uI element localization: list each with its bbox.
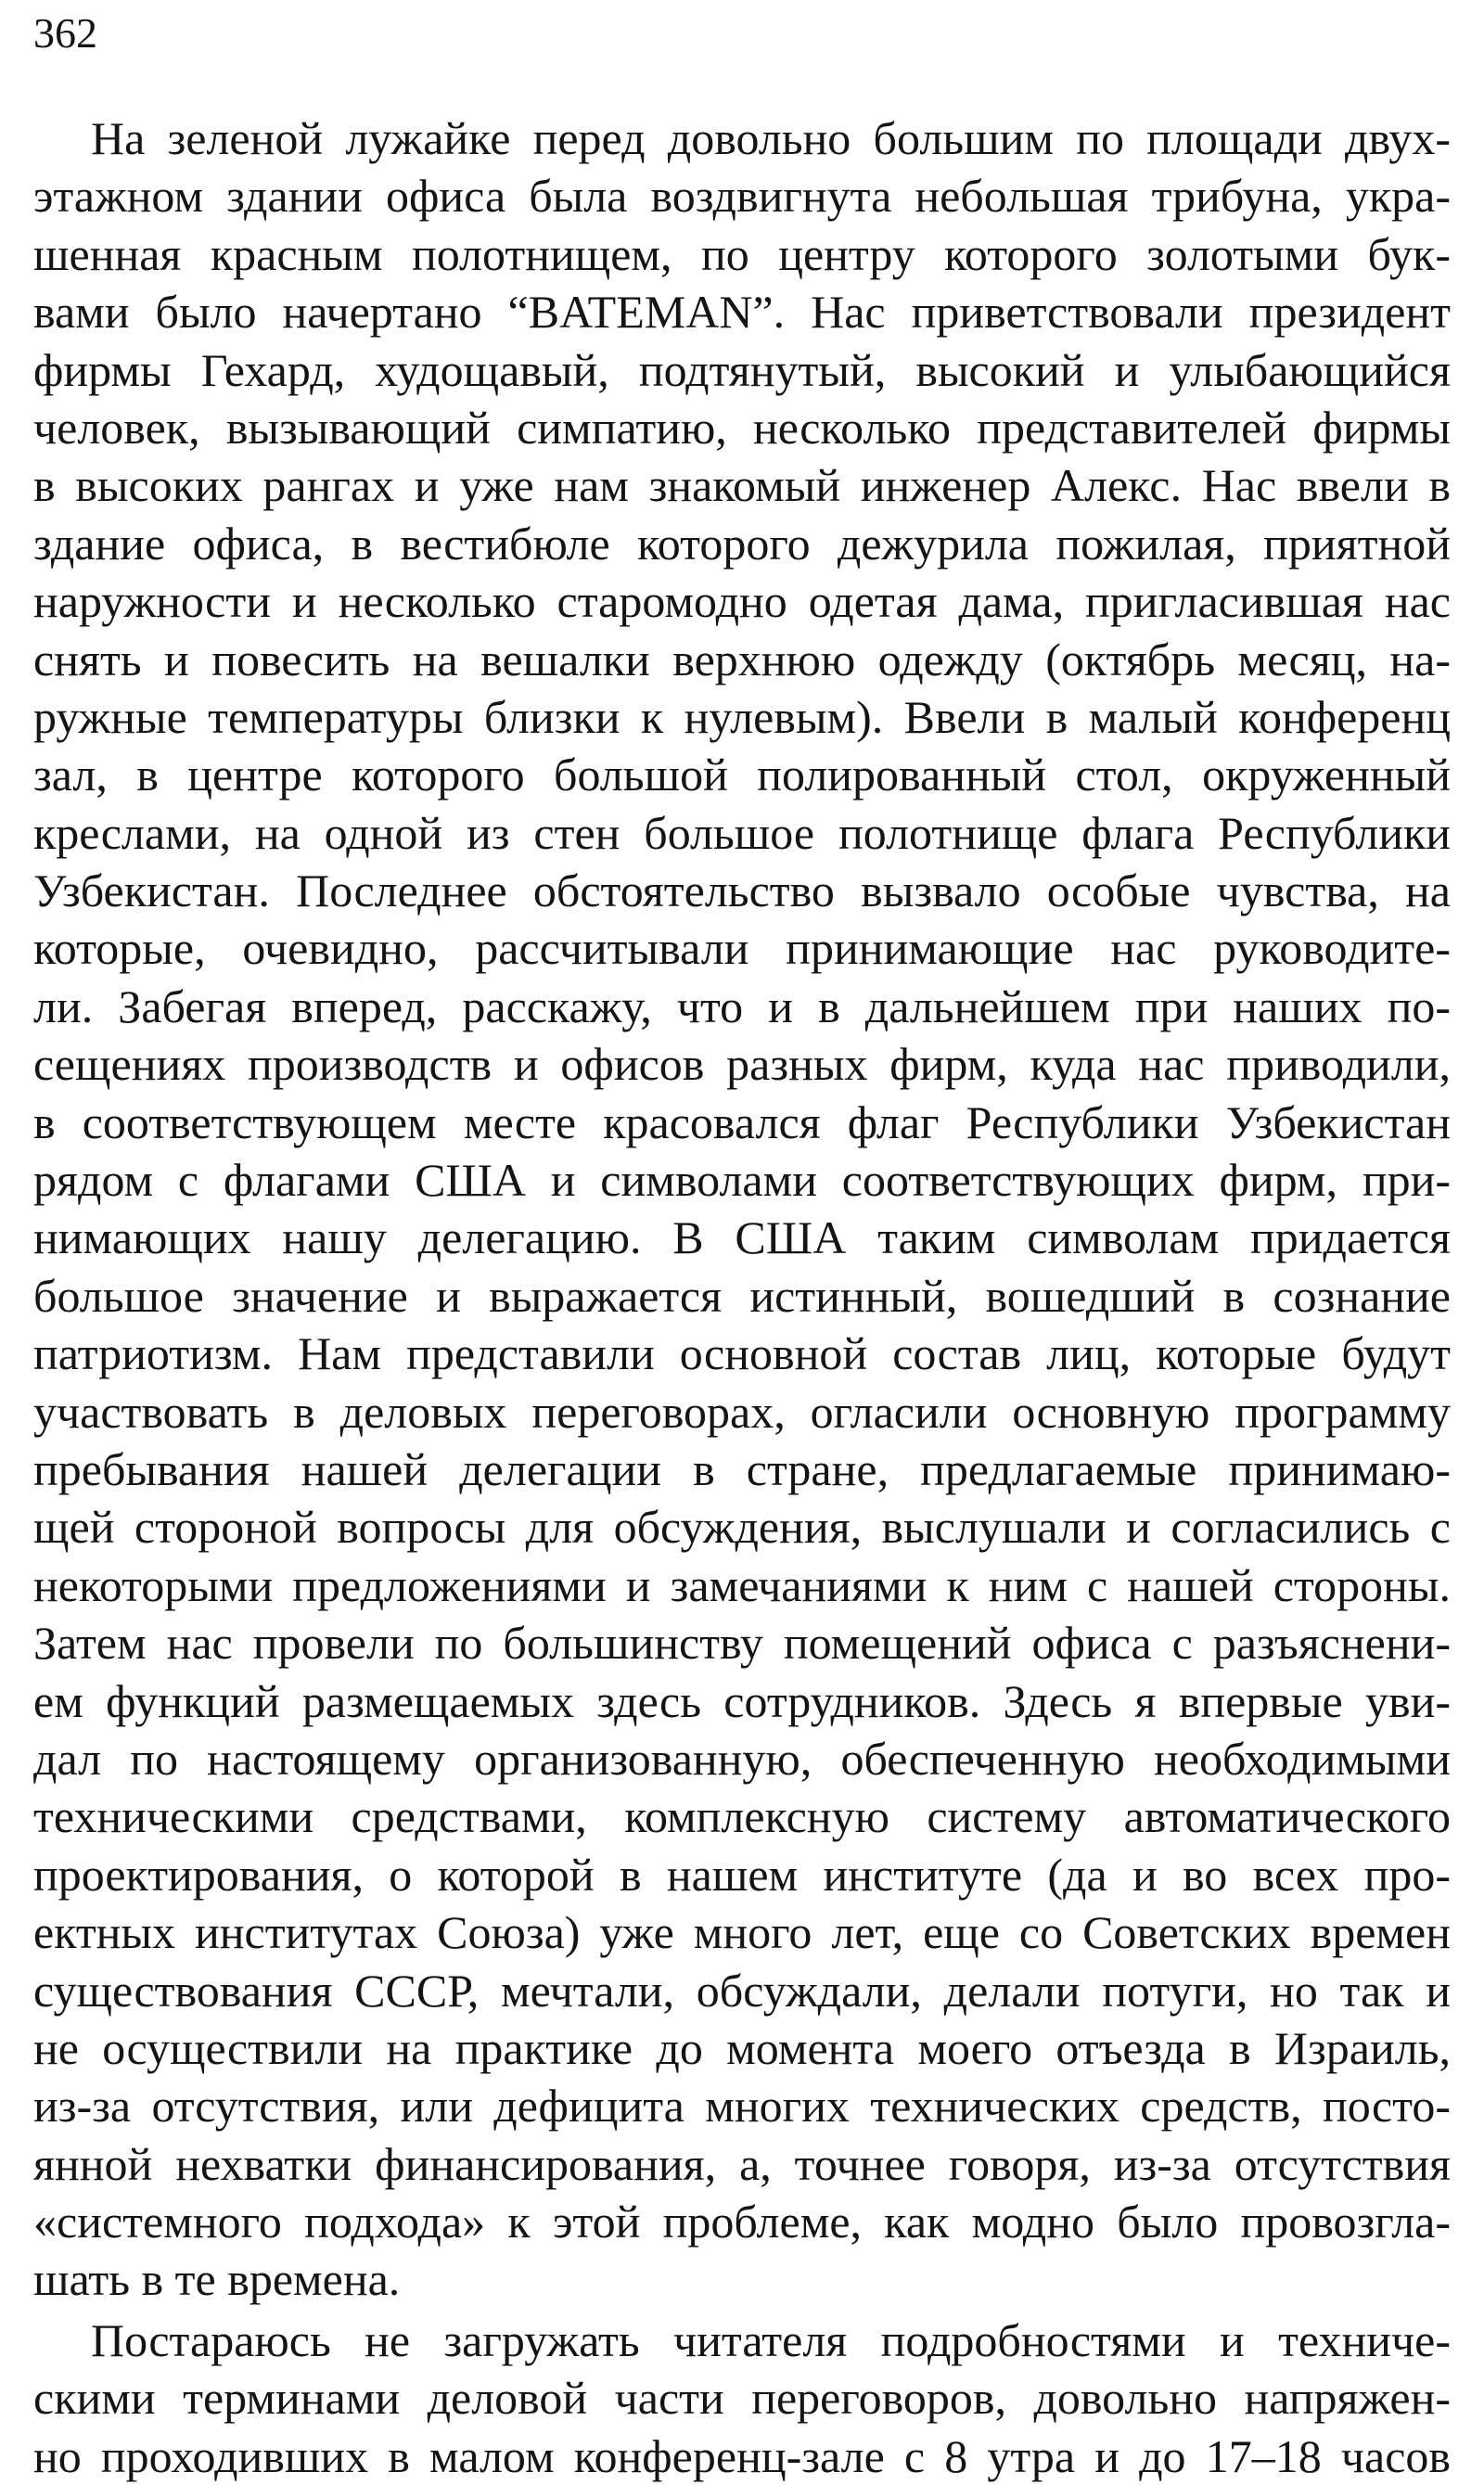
text-line: ли. Забегая вперед, расскажу, что и в дальнейшем при наших по- (33, 980, 1451, 1032)
text-line: ружные температуры близки к нулевым). Ввели в малый конференц (33, 690, 1451, 743)
text-line: существования СССР, мечтали, обсуждали, делали потуги, но так и (33, 1964, 1451, 2017)
text-line: сещениях производств и офисов разных фирм, куда нас приводили, (33, 1038, 1451, 1091)
text-line: техническими средствами, комплексную систему автоматического (33, 1790, 1451, 1843)
text-line: янной нехватки финансирования, а, точнее говоря, из-за отсутствия (33, 2137, 1451, 2190)
text-line: но проходивших в малом конференц-зале с 8 утра и до 17–18 часов (33, 2429, 1451, 2482)
text-line: нимающих нашу делегацию. В США таким символам придается (33, 1211, 1451, 1264)
text-line: патриотизм. Нам представили основной состав лиц, которые будут (33, 1327, 1451, 1380)
body-text (33, 109, 1451, 2485)
text-line: шать в те времена. (33, 2253, 401, 2306)
text-line: ем функций размещаемых здесь сотрудников. Здесь я впервые уви- (33, 1674, 1451, 1727)
text-line: зал, в центре которого большой полированный стол, окруженный (33, 749, 1451, 801)
text-line: из-за отсутствия, или дефицита многих технических средств, посто- (33, 2080, 1451, 2133)
text-line: фирмы Гехард, худощавый, подтянутый, высокий и улыбающийся (33, 343, 1451, 396)
paragraph-2 (33, 2312, 1451, 2485)
text-line: которые, очевидно, рассчитывали принимающие нас руководите- (33, 922, 1451, 975)
text-line: не осуществили на практике до момента моего отъезда в Израиль, (33, 2021, 1451, 2074)
paragraph-1 (33, 109, 1451, 2309)
text-line: этажном здании офиса была воздвигнута небольшая трибуна, укра- (33, 170, 1451, 223)
text-line: участвовать в деловых переговорах, огласили основную программу (33, 1385, 1451, 1438)
page-number: 362 (33, 9, 97, 57)
text-line: некоторыми предложениями и замечаниями к ним с нашей стороны. (33, 1558, 1451, 1611)
text-line: снять и повесить на вешалки верхнюю одежду (октябрь месяц, на- (33, 633, 1451, 685)
text-line: в соответствующем месте красовался флаг Республики Узбекистан (33, 1095, 1451, 1148)
text-line: На зеленой лужайке перед довольно большим по площади двух- (91, 112, 1451, 164)
text-line: скими терминами деловой части переговоров, довольно напряжен- (33, 2372, 1451, 2425)
text-line: «системного подхода» к этой проблеме, как модно было провозгла- (33, 2196, 1451, 2248)
text-line: Постараюсь не загружать читателя подробностями и техниче- (91, 2313, 1451, 2366)
text-line: в высоких рангах и уже нам знакомый инженер Алекс. Нас ввели в (33, 459, 1451, 512)
text-line: щей стороной вопросы для обсуждения, выслушали и согласились с (33, 1501, 1451, 1554)
text-line: шенная красным полотнищем, по центру которого золотыми бук- (33, 227, 1451, 280)
text-line: пребывания нашей делегации в стране, предлагаемые принимаю- (33, 1442, 1451, 1495)
text-line: человек, вызывающий симпатию, несколько представителей фирмы (33, 401, 1451, 454)
text-line: ектных институтах Союза) уже много лет, еще со Советских времен (33, 1906, 1451, 1959)
text-line: здание офиса, в вестибюле которого дежурила пожилая, приятной (33, 517, 1451, 570)
text-line: Затем нас провели по большинству помещений офиса с разъяснени- (33, 1617, 1451, 1670)
text-line: дал по настоящему организованную, обеспеченную необходимыми (33, 1732, 1451, 1785)
text-line: рядом с флагами США и символами соответствующих фирм, при- (33, 1154, 1451, 1207)
text-line: креслами, на одной из стен большое полотнище флага Республики (33, 806, 1451, 859)
text-line: проектирования, о которой в нашем институте (да и во всех про- (33, 1848, 1451, 1901)
text-line: наружности и несколько старомодно одетая дама, пригласившая нас (33, 575, 1451, 628)
text-line: вами было начертано “BATEMAN”. Нас приветствовали президент (33, 286, 1451, 339)
text-line: Узбекистан. Последнее обстоятельство вызвало особые чувства, на (33, 865, 1451, 917)
text-line: большое значение и выражается истинный, вошедший в сознание (33, 1269, 1451, 1322)
